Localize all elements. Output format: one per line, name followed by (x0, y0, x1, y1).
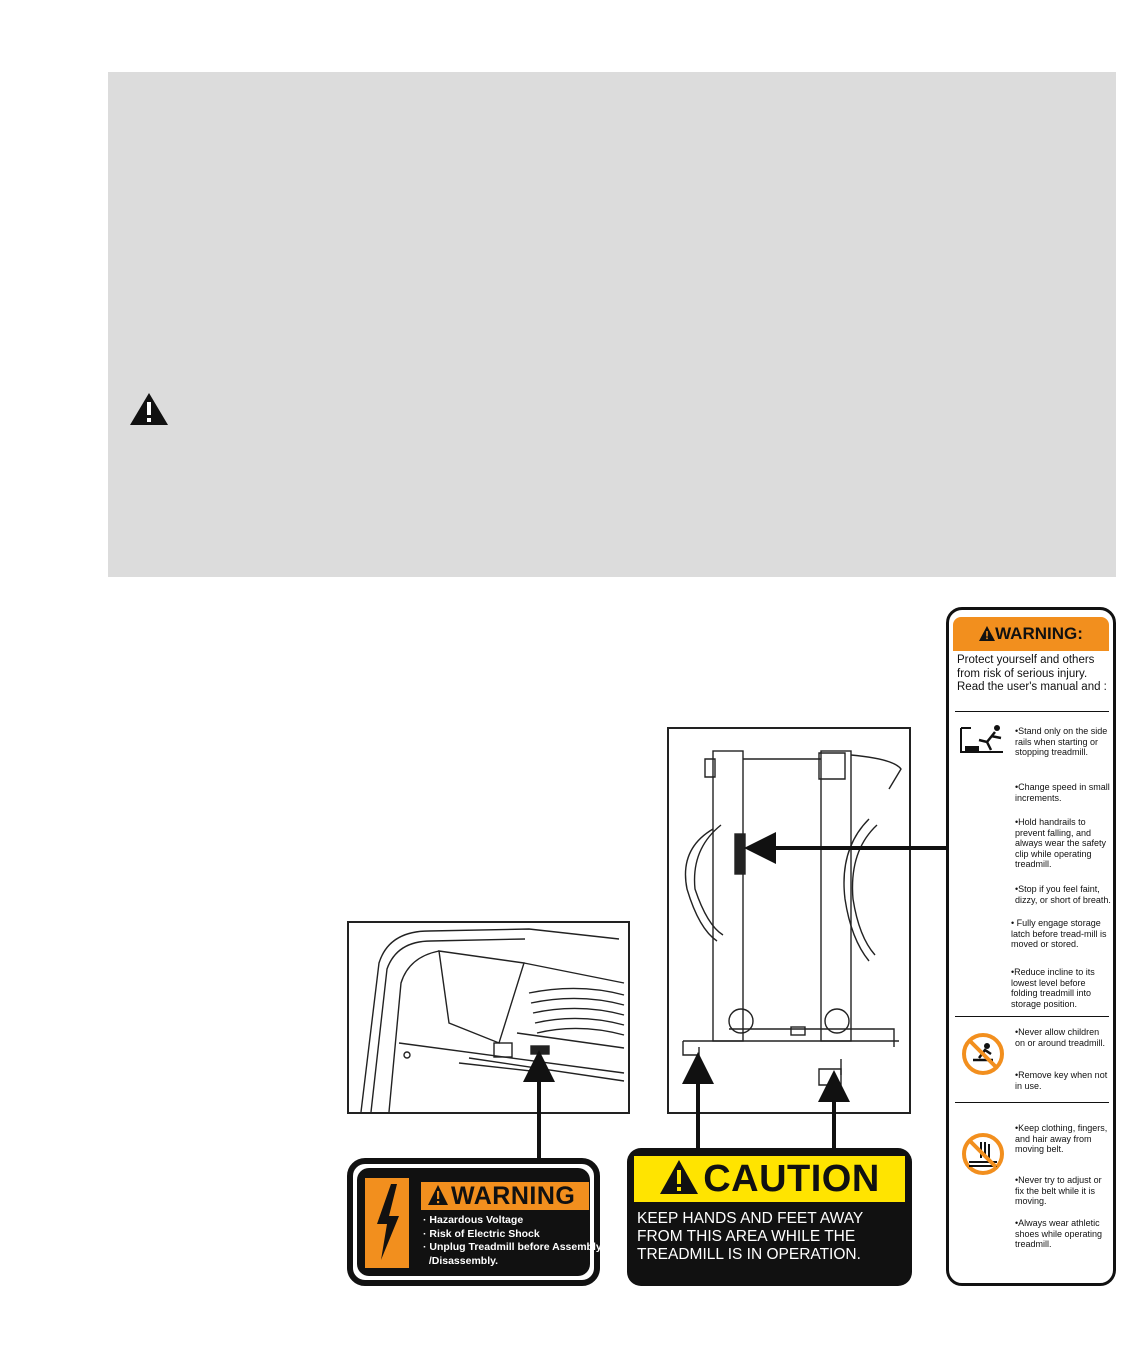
electrical-warning-list (423, 1214, 603, 1268)
list-item: •Reduce incline to its lowest level before folding treadmill into storage position. (1011, 967, 1095, 1009)
list-item: •Never allow children on or around treadmill. (1015, 1027, 1106, 1048)
list-item: •Keep clothing, fingers, and hair away from moving belt. (1015, 1123, 1108, 1154)
list-item: •Always wear athletic shoes while operating treadmill. (1015, 1218, 1103, 1249)
treadmill-warning-intro: Protect yourself and others from risk of serious injury. Read the user's manual and : (957, 654, 1107, 693)
electrical-warning-label (347, 1158, 600, 1286)
divider (955, 711, 1109, 712)
list-item: •Never try to adjust or fix the belt while it is moving. (1015, 1175, 1102, 1206)
no-hands-in-belt-icon (961, 1132, 1005, 1176)
divider (955, 1016, 1109, 1017)
list-item: •Hold handrails to prevent falling, and always wear the safety clip while operating treadmill. (1015, 817, 1107, 869)
caution-text: KEEP HANDS AND FEET AWAY FROM THIS AREA WHILE THE TREADMILL IS IN OPERATION. (637, 1210, 863, 1263)
treadmill-warning-label (946, 607, 1116, 1286)
list-item: • Fully engage storage latch before tread-mill is moved or stored. (1011, 918, 1107, 949)
alert-triangle-icon (659, 1159, 699, 1195)
list-item: •Stop if you feel faint, dizzy, or short of breath. (1015, 884, 1111, 905)
list-item: •Change speed in small increments. (1015, 782, 1110, 803)
caution-label (627, 1148, 912, 1286)
alert-triangle-icon (427, 1184, 449, 1206)
alert-triangle-icon (979, 626, 995, 641)
list-item: •Stand only on the side rails when starting or stopping treadmill. (1015, 726, 1108, 757)
lightning-bolt-icon (365, 1178, 409, 1268)
list-item: · Unplug Treadmill before Assembly (423, 1241, 602, 1253)
electrical-warning-heading: WARNING (421, 1182, 589, 1210)
treadmill-warning-heading: WARNING: (953, 617, 1109, 651)
list-item: · Hazardous Voltage (423, 1214, 524, 1226)
caution-heading: CAUTION (634, 1156, 905, 1202)
list-item: •Remove key when not in use. (1015, 1070, 1108, 1091)
no-children-icon (961, 1032, 1005, 1076)
list-item: /Disassembly. (423, 1254, 499, 1267)
divider (955, 1102, 1109, 1103)
list-item: · Risk of Electric Shock (423, 1227, 540, 1240)
side-rails-icon (957, 722, 1007, 758)
